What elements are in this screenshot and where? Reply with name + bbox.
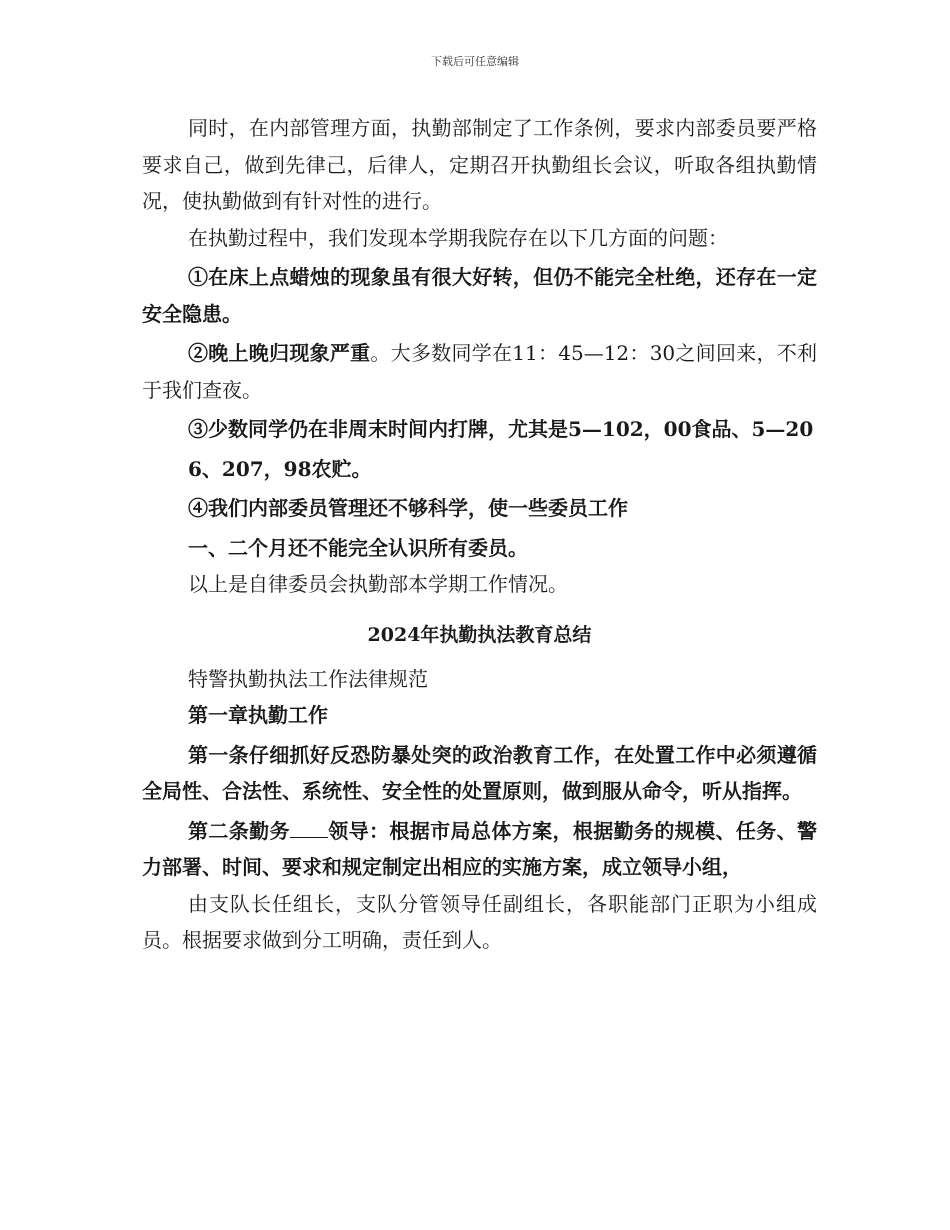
problem-item-2-bold: ②晚上晚归现象严重 [188, 341, 371, 365]
paragraph-problems-intro: 在执勤过程中，我们发现本学期我院存在以下几方面的问题： [188, 225, 728, 250]
page-header: 下载后可任意编辑 [431, 55, 519, 68]
blank-underline [290, 819, 328, 838]
section-title: 2024年执勤执法教育总结 [367, 623, 592, 646]
article-1: 第一条仔细抓好反恐防暴处突的政治教育工作，在处置工作中必须遵循全局性、合法性、系统性、安全性的处置原则，做到服从命令，听从指挥。 [142, 742, 817, 803]
problem-item-4-line1: ④我们内部委员管理还不够科学，使一些委员工作 [188, 496, 628, 520]
chapter-heading: 第一章执勤工作 [188, 703, 328, 727]
problem-item-1: ①在床上点蜡烛的现象虽有很大好转，但仍不能完全杜绝，还存在一定安全隐患。 [142, 265, 817, 326]
paragraph-closing: 以上是自律委员会执勤部本学期工作情况。 [188, 572, 568, 596]
problem-item-3-line2: 6、207，98农贮。 [188, 456, 372, 481]
article-2-prefix: 第二条勤务 [188, 818, 290, 843]
section-subtitle: 特警执勤执法工作法律规范 [188, 666, 428, 691]
problem-item-2-rest: 。大多数同学在11：45—12：30之间回来，不利于我们查夜。 [142, 341, 818, 402]
article-2-body: 领导：根据市局总体方案，根据勤务的规模、任务、警力部署、时间、要求和规定制定出相应的实施方案，成立领导小组， [142, 818, 818, 879]
article-2-continuation: 由支队长任组长，支队分管领导任副组长，各职能部门正职为小组成员。根据要求做到分工明确，责任到人。 [142, 891, 817, 952]
problem-item-3-line1: ③少数同学仍在非周末时间内打牌，尤其是5—102，00食品、5—20 [188, 417, 814, 441]
paragraph-internal-management: 同时，在内部管理方面，执勤部制定了工作条例，要求内部委员要严格要求自己，做到先律己，后律人，定期召开执勤组长会议，听取各组执勤情况，使执勤做到有针对性的进行。 [142, 116, 817, 213]
problem-item-4-line2: 一、二个月还不能完全认识所有委员。 [188, 535, 528, 560]
article-2 [142, 813, 817, 886]
document-body [142, 110, 817, 959]
problem-item-2 [142, 335, 817, 408]
